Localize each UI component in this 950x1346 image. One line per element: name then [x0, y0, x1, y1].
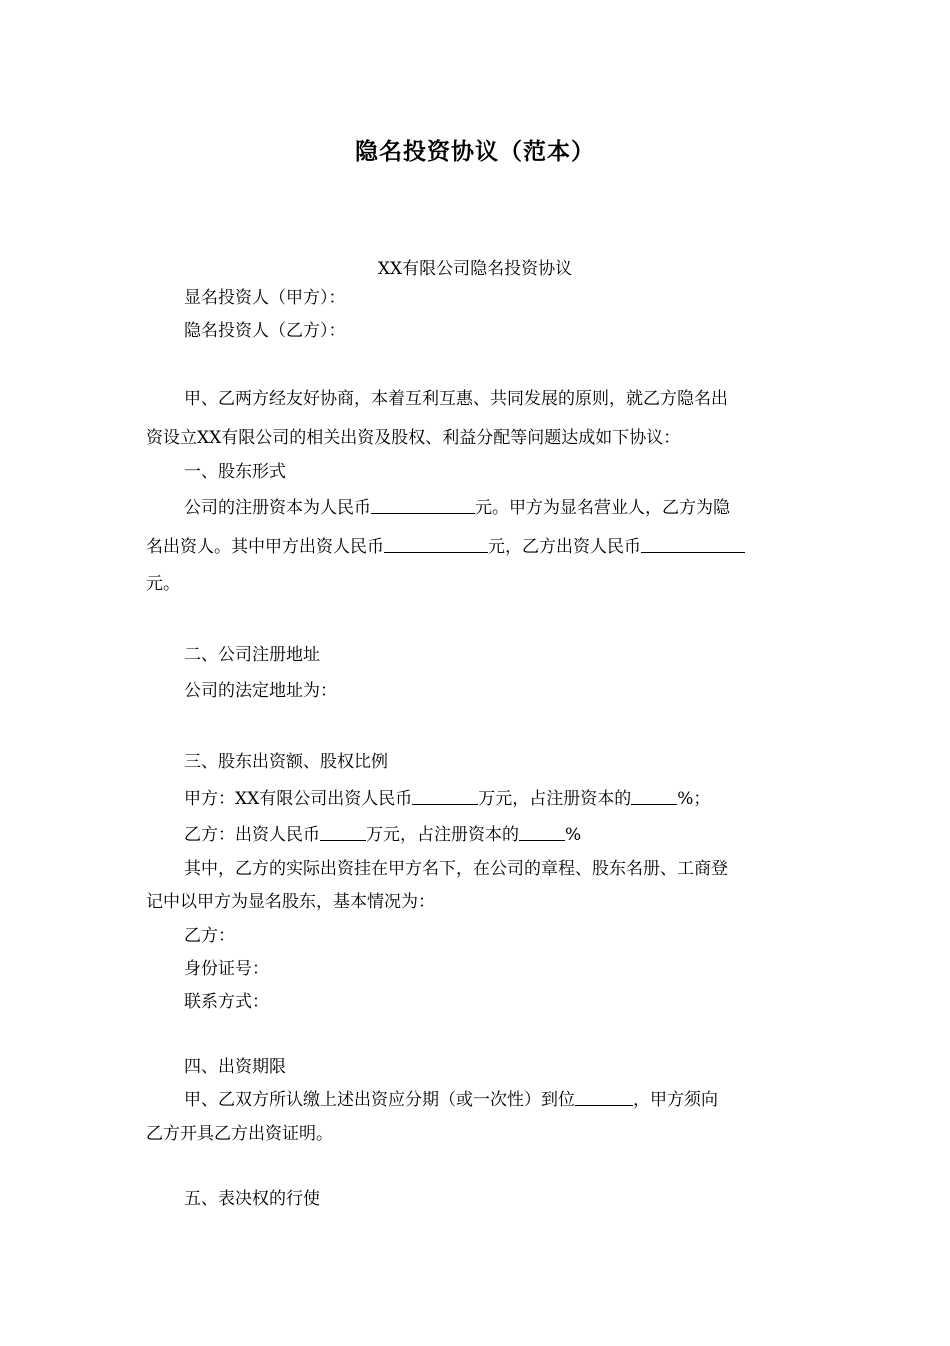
section-3-party-b-label: 乙方：	[184, 926, 235, 946]
intro-paragraph-line-2: 资设立XX有限公司的相关出资及股权、利益分配等问题达成如下协议：	[146, 428, 681, 448]
section-1-line-1	[184, 496, 806, 520]
section-4-line-1	[184, 1088, 806, 1112]
document-title: 隐名投资协议（范本）	[355, 138, 595, 165]
section-3-id-number-label: 身份证号：	[184, 959, 269, 979]
section-1-line-3: 元。	[146, 574, 180, 594]
payment-deadline-blank[interactable]	[575, 1089, 633, 1106]
section-3-party-b-text-1: 乙方：出资人民币	[184, 825, 320, 845]
section-4-heading: 四、出资期限	[184, 1057, 286, 1077]
section-5-heading: 五、表决权的行使	[184, 1189, 320, 1209]
party-b-amount-blank[interactable]	[320, 824, 366, 841]
section-3-party-b-text-3: %	[565, 825, 582, 845]
registered-capital-blank[interactable]	[371, 497, 475, 514]
party-a-contribution-blank[interactable]	[384, 536, 488, 553]
section-3-party-b-text-2: 万元，占注册资本的	[366, 825, 519, 845]
section-3-party-a-text-1: 甲方：XX有限公司出资人民币	[184, 789, 413, 809]
party-a-amount-blank[interactable]	[412, 788, 478, 805]
section-1-line-1-text-a: 公司的注册资本为人民币	[184, 498, 371, 518]
party-b-percent-blank[interactable]	[519, 824, 565, 841]
section-3-contact-label: 联系方式：	[184, 992, 269, 1012]
section-3-paragraph-line-2: 记中以甲方为显名股东，基本情况为：	[146, 892, 435, 912]
section-3-party-a-line	[184, 787, 806, 811]
section-3-heading: 三、股东出资额、股权比例	[184, 752, 388, 772]
section-3-paragraph-line-1: 其中，乙方的实际出资挂在甲方名下，在公司的章程、股东名册、工商登	[184, 859, 728, 879]
section-4-line-1-text-b: ，甲方须向	[633, 1090, 718, 1110]
section-2-line-1: 公司的法定地址为：	[184, 681, 337, 701]
party-b-line: 隐名投资人（乙方）：	[184, 321, 346, 341]
party-a-line: 显名投资人（甲方）：	[184, 288, 346, 308]
section-4-line-2: 乙方开具乙方出资证明。	[146, 1124, 333, 1144]
party-a-percent-blank[interactable]	[631, 788, 677, 805]
agreement-subtitle: XX有限公司隐名投资协议	[377, 259, 573, 279]
section-1-line-2-text-b: 元，乙方出资人民币	[488, 537, 641, 557]
section-1-line-1-text-b: 元。甲方为显名营业人，乙方为隐	[475, 498, 730, 518]
section-4-line-1-text-a: 甲、乙双方所认缴上述出资应分期（或一次性）到位	[184, 1090, 575, 1110]
section-1-heading: 一、股东形式	[184, 462, 286, 482]
party-b-contribution-blank[interactable]	[641, 536, 745, 553]
section-1-line-2-text-a: 名出资人。其中甲方出资人民币	[146, 537, 384, 557]
section-3-party-b-line	[184, 823, 806, 847]
section-2-heading: 二、公司注册地址	[184, 645, 320, 665]
section-3-party-a-text-2: 万元，占注册资本的	[478, 789, 632, 809]
section-3-party-a-text-3: %；	[677, 789, 711, 809]
section-1-line-2	[146, 535, 806, 559]
intro-paragraph-line-1: 甲、乙两方经友好协商，本着互利互惠、共同发展的原则，就乙方隐名出	[184, 389, 728, 409]
